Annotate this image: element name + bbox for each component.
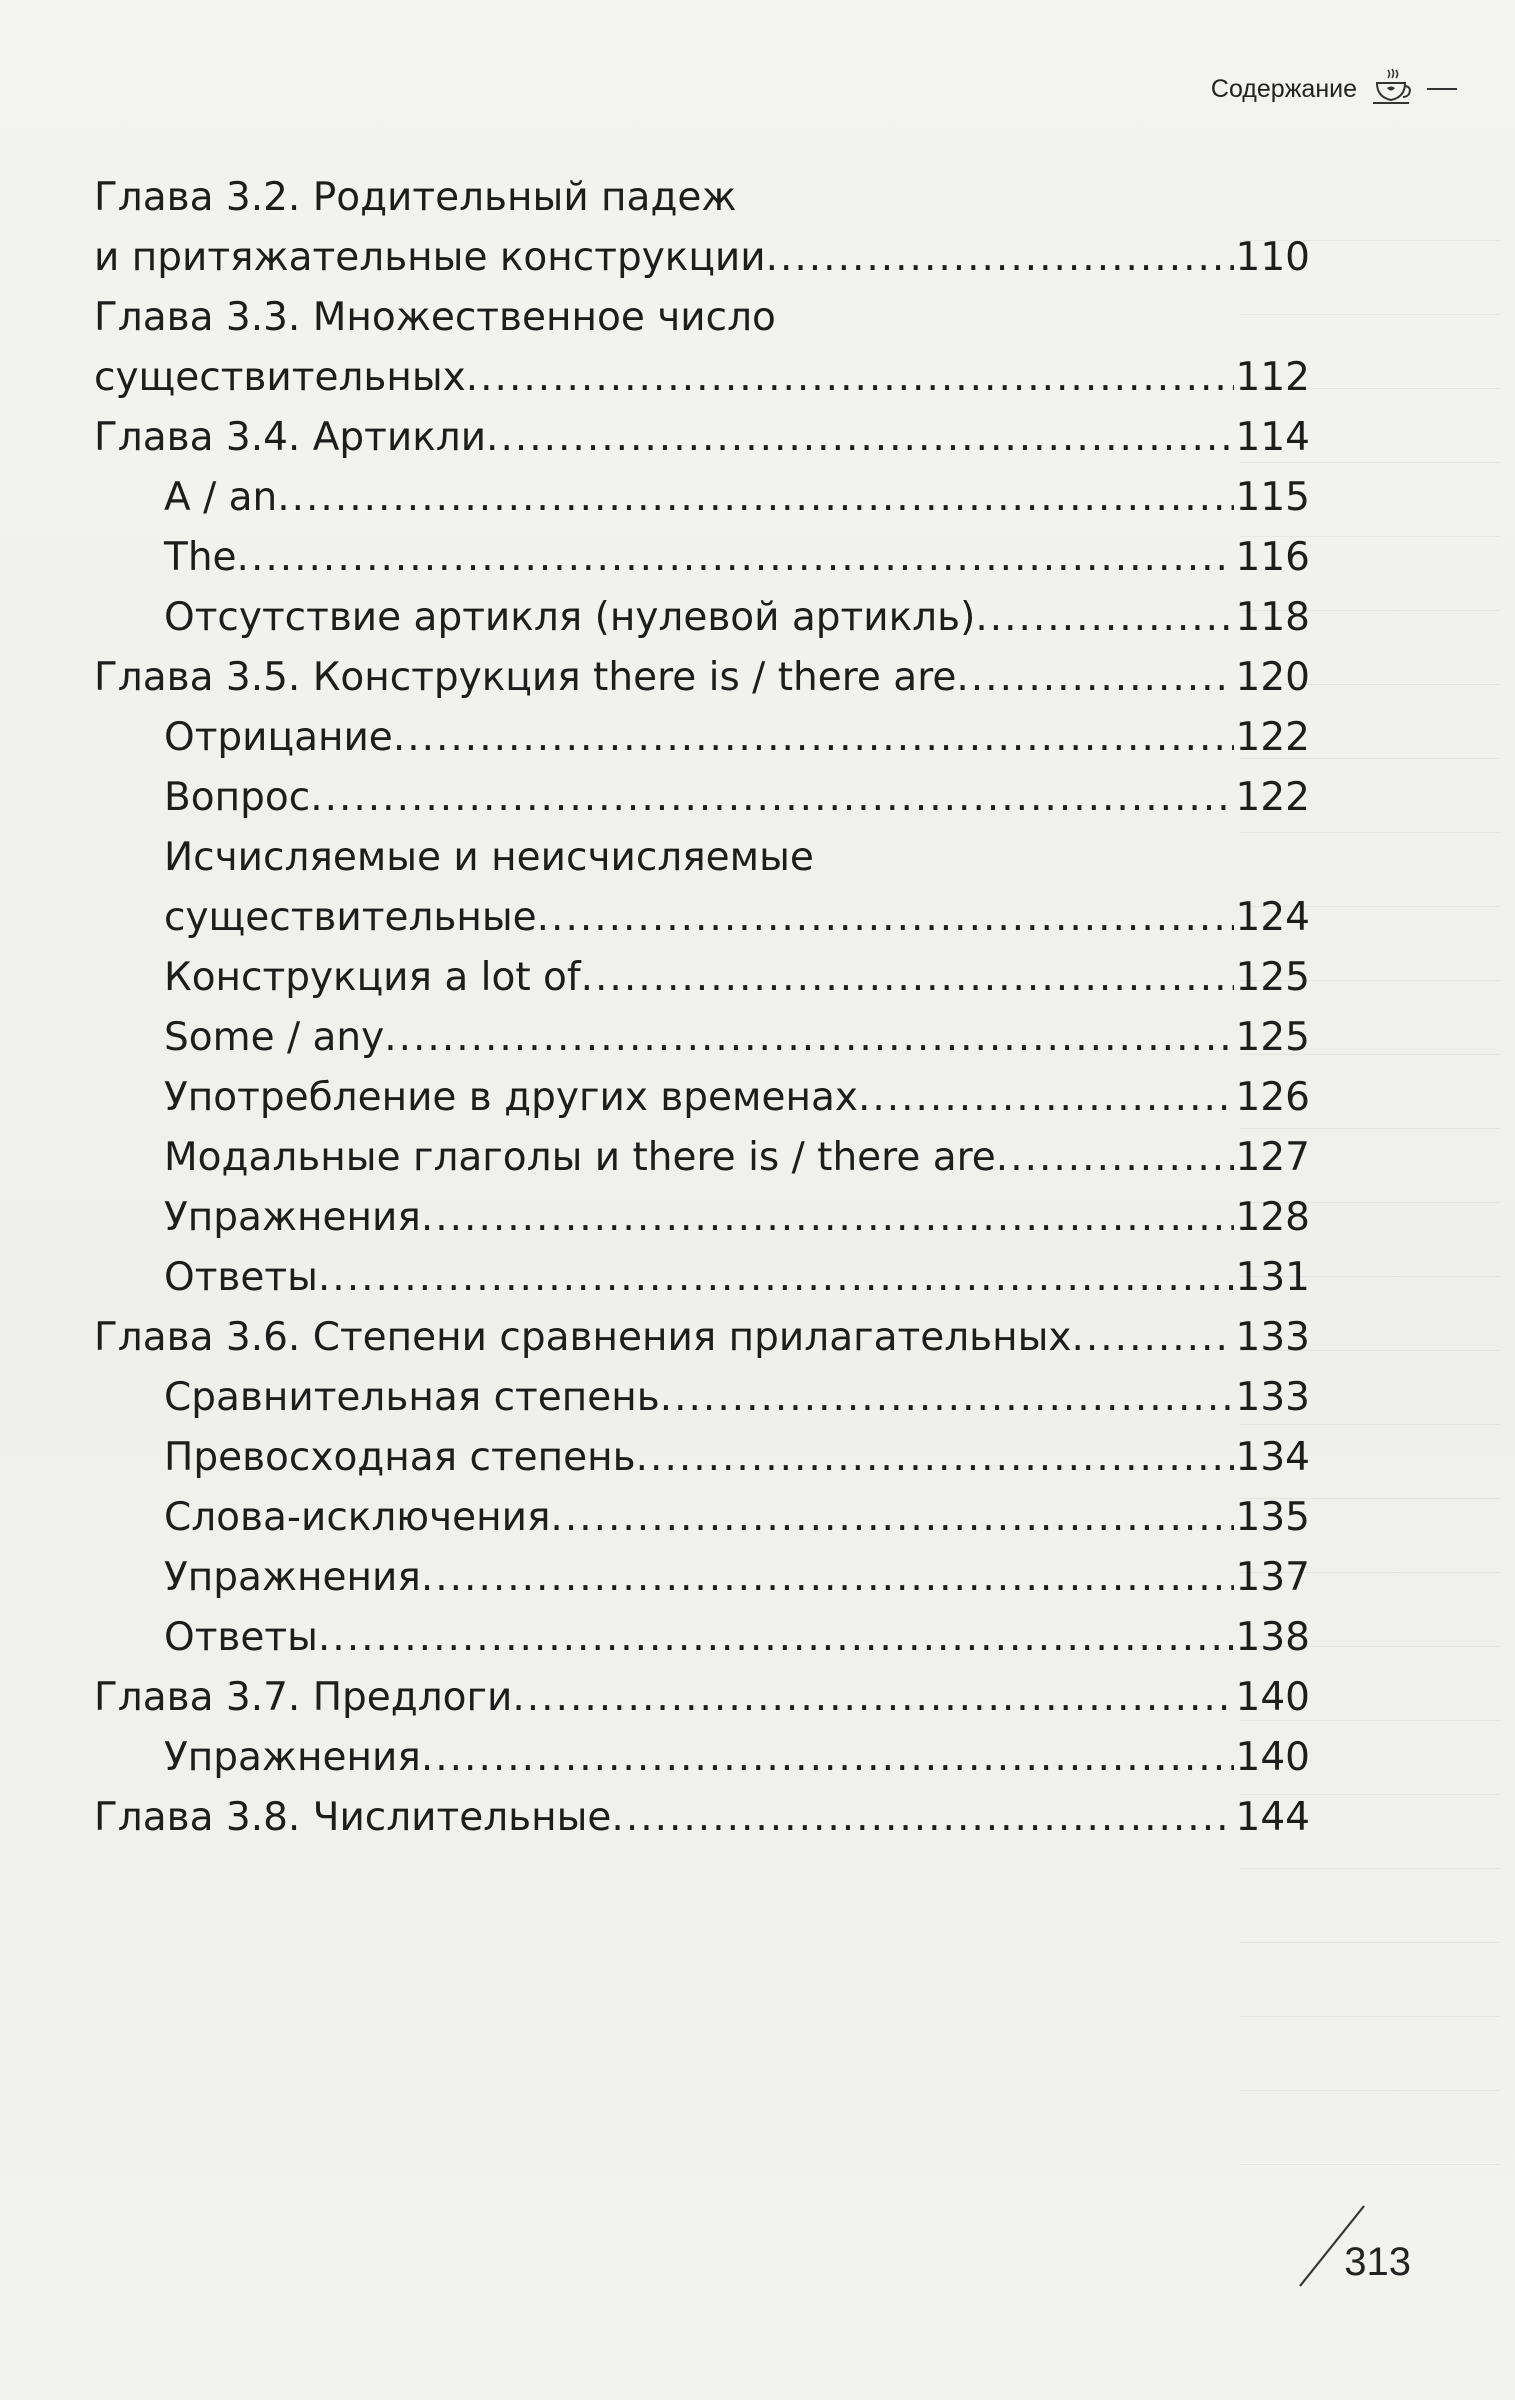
toc-entry-title: Исчисляемые и неисчисляемые (164, 835, 814, 880)
dot-leader (611, 1788, 1233, 1848)
dot-leader (310, 768, 1233, 828)
toc-entry (94, 1248, 1310, 1308)
toc-entry-title: Превосходная степень (164, 1435, 636, 1480)
dot-leader (384, 1008, 1233, 1068)
toc-entry-row (164, 1128, 1310, 1188)
toc-entry-title: The (164, 535, 237, 580)
toc-entry (94, 1428, 1310, 1488)
toc-entry (94, 168, 1310, 288)
toc-entry (94, 588, 1310, 648)
toc-entry (94, 1068, 1310, 1128)
toc-entry-row (164, 1188, 1310, 1248)
toc-entry-title: Глава 3.4. Артикли (94, 415, 487, 460)
dot-leader (1071, 1308, 1233, 1368)
dot-leader (550, 1488, 1233, 1548)
toc-entry-row (164, 1608, 1310, 1668)
toc-page-number: 118 (1235, 595, 1310, 640)
toc-entry (94, 708, 1310, 768)
toc-entry-title: Модальные глаголы и there is / there are (164, 1135, 996, 1180)
toc-page-number: 144 (1235, 1795, 1310, 1840)
toc-page-number: 110 (1235, 235, 1310, 280)
toc-entry-row (94, 1668, 1310, 1728)
toc-entry (94, 1788, 1310, 1848)
dot-leader (486, 408, 1234, 468)
toc-page-number: 140 (1235, 1735, 1310, 1780)
toc-entry-row (164, 1368, 1310, 1428)
toc-entry (94, 648, 1310, 708)
toc-page-number: 127 (1235, 1135, 1310, 1180)
toc-entry (94, 828, 1310, 948)
toc-page-number: 112 (1235, 355, 1310, 400)
toc-entry (94, 468, 1310, 528)
toc-entry-title: Отрицание (164, 715, 393, 760)
dot-leader (277, 468, 1233, 528)
toc-entry (94, 948, 1310, 1008)
toc-entry-row (164, 708, 1310, 768)
running-title: Содержание (1210, 74, 1357, 103)
toc-page-number: 116 (1235, 535, 1310, 580)
toc-entry-title: Глава 3.6. Степени сравнения прилагательных (94, 1315, 1072, 1360)
toc-page-number: 133 (1235, 1375, 1310, 1420)
dot-leader (421, 1548, 1234, 1608)
toc-entry-row (164, 1008, 1310, 1068)
teacup-icon (1369, 66, 1415, 112)
dot-leader (996, 1128, 1234, 1188)
dot-leader (421, 1188, 1234, 1248)
toc-entry (94, 1668, 1310, 1728)
toc-page-number: 128 (1235, 1195, 1310, 1240)
toc-entry-row (164, 1068, 1310, 1128)
toc-entry-title: Ответы (164, 1615, 318, 1660)
toc-entry-title: Глава 3.7. Предлоги (94, 1675, 513, 1720)
dot-leader (858, 1068, 1234, 1128)
toc-entry (94, 1128, 1310, 1188)
header-rule (1427, 88, 1457, 90)
dot-leader (512, 1668, 1233, 1728)
toc-page-number: 137 (1235, 1555, 1310, 1600)
toc-page-number: 122 (1235, 775, 1310, 820)
toc-entry-title: Упражнения (164, 1555, 421, 1600)
toc-entry-row (164, 1728, 1310, 1788)
toc-entry (94, 408, 1310, 468)
toc-page-number: 131 (1235, 1255, 1310, 1300)
toc-entry (94, 1548, 1310, 1608)
dot-leader (318, 1608, 1234, 1668)
toc-entry-title: Употребление в других временах (164, 1075, 858, 1120)
toc-entry (94, 1188, 1310, 1248)
toc-page-number: 134 (1235, 1435, 1310, 1480)
toc-entry-title: существительные (164, 895, 537, 940)
toc-entry-title: Конструкция a lot of (164, 955, 581, 1000)
dot-leader (537, 888, 1234, 948)
toc-page-number: 122 (1235, 715, 1310, 760)
toc-entry-title: Сравнительная степень (164, 1375, 660, 1420)
toc-entry-row (164, 1248, 1310, 1308)
dot-leader (975, 588, 1233, 648)
toc-page-number: 114 (1235, 415, 1310, 460)
toc-page-number: 138 (1235, 1615, 1310, 1660)
toc-entry-title: Отсутствие артикля (нулевой артикль) (164, 595, 976, 640)
toc-entry (94, 528, 1310, 588)
dot-leader (956, 648, 1233, 708)
toc-entry-title: Глава 3.3. Множественное число (94, 295, 776, 340)
toc-entry (94, 288, 1310, 408)
dot-leader (636, 1428, 1234, 1488)
toc-entry-row (164, 948, 1310, 1008)
toc-entry (94, 1368, 1310, 1428)
toc-page-number: 120 (1235, 655, 1310, 700)
toc-entry (94, 1608, 1310, 1668)
dot-leader (766, 228, 1234, 288)
toc-entry-title: A / an (164, 475, 278, 520)
toc-entry-row (94, 408, 1310, 468)
dot-leader (237, 528, 1234, 588)
toc-entry-title: и притяжательные конструкции (94, 235, 766, 280)
running-header (1211, 66, 1457, 112)
toc-entry-row (94, 1308, 1310, 1368)
toc-entry-title: Упражнения (164, 1735, 421, 1780)
dot-leader (581, 948, 1234, 1008)
toc-entry-title: Some / any (164, 1015, 385, 1060)
toc-entry-row (164, 888, 1310, 948)
toc-page-number: 135 (1235, 1495, 1310, 1540)
toc-entry-title: Ответы (164, 1255, 318, 1300)
toc-entry-title: Глава 3.8. Числительные (94, 1795, 612, 1840)
toc-entry-row (164, 468, 1310, 528)
toc-page-number: 125 (1235, 1015, 1310, 1060)
toc-page-number: 125 (1235, 955, 1310, 1000)
toc-entry-row (94, 228, 1310, 288)
toc-entry (94, 1728, 1310, 1788)
toc-entry-title: Упражнения (164, 1195, 421, 1240)
toc-entry-row (94, 348, 1310, 408)
dot-leader (660, 1368, 1234, 1428)
toc-entry (94, 1308, 1310, 1368)
page-number: 313 (1344, 2240, 1411, 2284)
dot-leader (421, 1728, 1234, 1788)
toc-entry-title: Слова-исключения (164, 1495, 551, 1540)
toc-page-number: 133 (1235, 1315, 1310, 1360)
toc-entry-row (164, 768, 1310, 828)
toc-page-number: 140 (1235, 1675, 1310, 1720)
toc-entry (94, 768, 1310, 828)
table-of-contents (94, 168, 1310, 1848)
toc-page-number: 124 (1235, 895, 1310, 940)
dot-leader (318, 1248, 1234, 1308)
toc-entry-title: существительных (94, 355, 466, 400)
toc-entry-row (164, 1428, 1310, 1488)
toc-entry-row (164, 1488, 1310, 1548)
toc-entry (94, 1488, 1310, 1548)
toc-page-number: 115 (1235, 475, 1310, 520)
toc-entry-title: Глава 3.2. Родительный падеж (94, 175, 737, 220)
dot-leader (393, 708, 1234, 768)
toc-entry-row (164, 1548, 1310, 1608)
toc-page-number: 126 (1235, 1075, 1310, 1120)
toc-entry-title: Вопрос (164, 775, 311, 820)
toc-entry (94, 1008, 1310, 1068)
toc-entry-title: Глава 3.5. Конструкция there is / there are (94, 655, 957, 700)
dot-leader (466, 348, 1234, 408)
toc-entry-row (94, 648, 1310, 708)
toc-entry-row (94, 1788, 1310, 1848)
toc-entry-row (164, 528, 1310, 588)
toc-entry-row (164, 588, 1310, 648)
